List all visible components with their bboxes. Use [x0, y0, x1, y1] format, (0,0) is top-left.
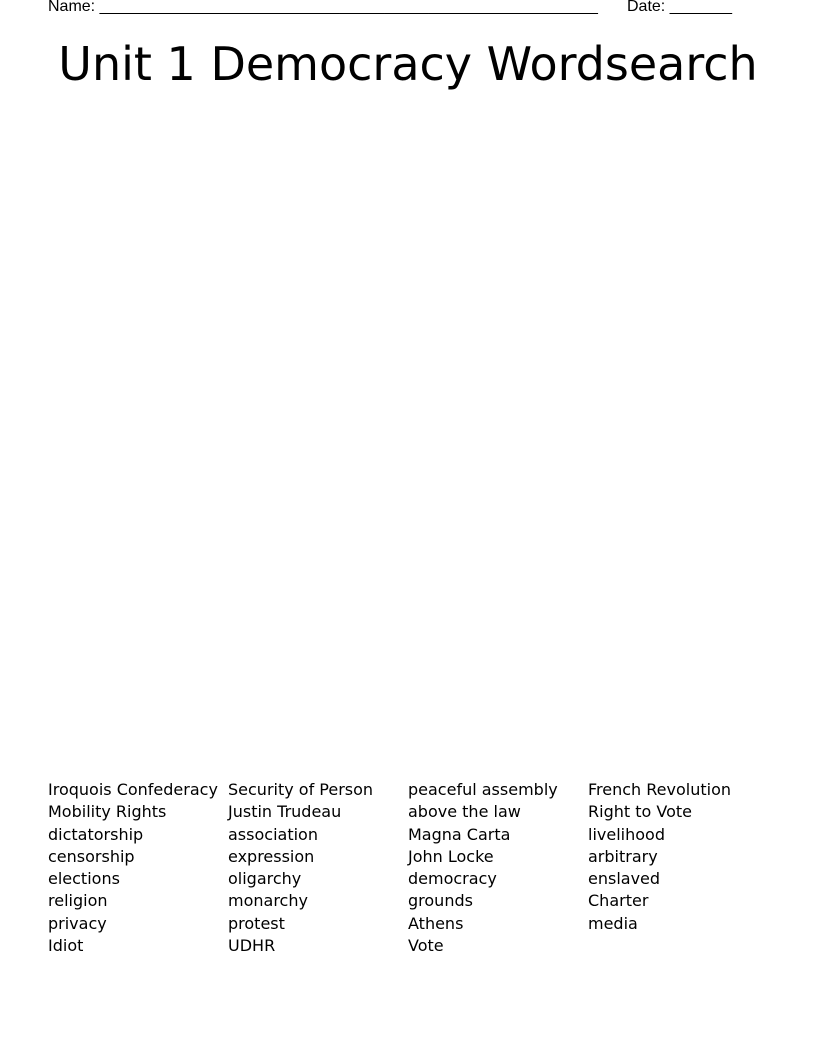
name-field: Name: ________________________________________________________ [48, 0, 598, 15]
word-list-item: Athens [408, 913, 464, 933]
word-list-item: Magna Carta [408, 824, 511, 844]
word-list-item: media [588, 913, 638, 933]
word-list-item: elections [48, 869, 120, 889]
word-list-item: livelihood [588, 824, 665, 844]
word-column [408, 779, 588, 957]
word-list-item: privacy [48, 913, 107, 933]
word-list-item: expression [228, 846, 315, 866]
word-list-item: democracy [408, 869, 497, 889]
word-list-item: Justin Trudeau [228, 802, 342, 822]
word-column [228, 779, 408, 957]
word-list-item: grounds [408, 891, 473, 911]
word-column [48, 779, 228, 957]
word-list-item: Security of Person [228, 780, 374, 799]
word-list-item: dictatorship [48, 824, 144, 844]
word-list-item: Vote [408, 936, 444, 956]
word-list-item: above the law [408, 802, 521, 822]
word-list-item: Mobility Rights [48, 802, 167, 822]
word-list-item: religion [48, 891, 108, 911]
word-list-item: arbitrary [588, 846, 658, 866]
worksheet-header [48, 0, 748, 20]
word-list-item: association [228, 824, 318, 844]
word-column [588, 779, 768, 935]
word-list-item: Idiot [48, 936, 84, 956]
word-list-item: John Locke [408, 846, 494, 866]
word-list-item: Iroquois Confederacy [48, 780, 218, 799]
word-list-item: peaceful assembly [408, 780, 558, 799]
word-list-item: Charter [588, 891, 649, 911]
word-list-item: enslaved [588, 869, 661, 889]
word-list-item: oligarchy [228, 869, 302, 889]
word-list-item: French Revolution [588, 780, 732, 799]
word-list-item: Right to Vote [588, 802, 692, 822]
date-field: Date: _______ [627, 0, 732, 15]
word-list-item: UDHR [228, 936, 276, 956]
word-list-item: protest [228, 913, 285, 933]
word-list-item: monarchy [228, 891, 308, 911]
page-title: Unit 1 Democracy Wordsearch [58, 37, 758, 91]
word-list-item: censorship [48, 846, 135, 866]
